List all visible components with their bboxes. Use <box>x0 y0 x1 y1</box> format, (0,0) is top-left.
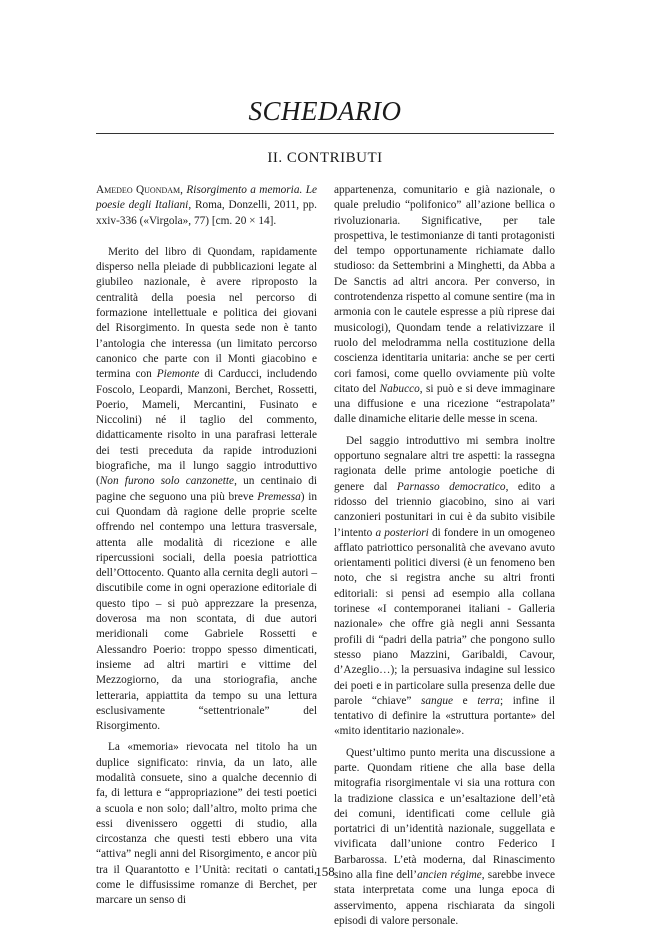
text-run: ; infine il tentativo di definire la «struttura portante» del «mito identitario nazionale». <box>334 694 555 738</box>
italic-run: Parnasso democratico <box>396 480 506 493</box>
italic-run: ancien régime <box>417 869 482 882</box>
right-paragraph-1 <box>334 183 555 428</box>
right-paragraph-2 <box>334 434 555 740</box>
italic-run: terra <box>477 694 500 707</box>
italic-run: Nabucco <box>379 382 420 395</box>
italic-run: Piemonte <box>156 368 200 381</box>
text-run: Del saggio introduttivo mi sembra inoltre opportuno segnalare altri tre aspetti: la rassegna ragionata delle prime antologie poetiche di genere dal <box>334 434 555 493</box>
left-paragraph-1 <box>96 245 317 735</box>
entry-author: Amedeo Quondam <box>96 184 181 196</box>
text-run: ) in cui Quondam dà ragione delle proprie scelte offrendo nel contempo una lettura trasversale, attenta alle modalità di ricezione e alle ripercussioni sociali, della poesia patriottica dell’Ottocento. Quanto alla cernita degli autori – discutibile come in ogni operazione editoriale di questo tipo – si può apprezzare la presenza, doverosa ma non scontata, di due autori meridionali come Gabriele Rossetti e Alessandro Poerio: troppo spesso dimenticati, insieme ad altri martiri e vittime del Mezzogiorno, da una storiografia, anche letteraria, appiattita da tempo su una lettura esclusivamente “settentrionale” del Risorgimento. <box>96 490 317 733</box>
title-divider <box>96 133 554 134</box>
italic-run: Premessa <box>257 490 301 503</box>
left-column <box>96 183 317 909</box>
text-run: Merito del libro di Quondam, rapidamente disperso nella pleiade di pubblicazioni legate al giubileo nazionale, è avere riproposto la centralità della poesia nel percorso di formazione intellettuale e politica dei giovani del Risorgimento. In questa sede non è tanto l’antologia che interessa (un limitato percorso canonico che parte con il Monti giacobino e termina con <box>96 245 317 381</box>
page-title: SCHEDARIO <box>248 96 402 126</box>
entry-work-title: Risorgimento a memoria. Le poesie degli Italiani <box>96 184 317 212</box>
text-run: , sarebbe invece stata interpretata come una lunga epoca di asservimento, appena rischiarata da singoli episodi di valore personale. <box>334 869 556 927</box>
text-run: , si può e si deve immaginare una diffusione e una ricezione “estrapolata” dalle dinamiche elitarie delle messe in scena. <box>334 382 555 426</box>
left-paragraph-2: La «memoria» rievocata nel titolo ha un duplice significato: rinvia, da un lato, alle modalità consuete, sino a qualche decennio di fa, di lettura e “appropriazione” dei testi poetici a scuola e non solo; dall’altro, molto prima che essi divenissero oggetti di studio, alla circostanza che questi testi ebbero una vita “attiva” negli anni del Risorgimento, e ancor più tra il Quarantotto e l’Unità: recitati o cantati, come le diffusissime romanze di Berchet, per marcare un senso di <box>96 741 317 907</box>
bibliographic-entry <box>96 183 317 229</box>
italic-run: a posteriori <box>375 526 429 539</box>
entry-separator: , <box>180 184 187 196</box>
text-run: , un centinaio di pagine che seguono una più breve <box>96 475 317 503</box>
text-run: e <box>453 694 478 707</box>
text-run: , edito a ridosso del triennio giacobino, sino ai vari canzonieri postunitari in cui è da subito visibile l’intento <box>334 480 555 539</box>
text-run: Quest’ultimo punto merita una discussione a parte. Quondam ritiene che alla base della mitografia risorgimentale vi sia una rottura con la tradizione classica e un’esaltazione dell’età dei comuni, identificati come cellule già portatrici di un’identità nazionale, suggellata e vivificata dall’unione contro Federico I Barbarossa. L’età moderna, dal Rinascimento sino alla fine dell’ <box>334 746 555 882</box>
italic-run: Non furono solo canzonette <box>99 475 235 488</box>
page-number: 158 <box>315 864 335 879</box>
entry-publication: , Roma, Donzelli, 2011, pp. xxiv-336 («Virgola», 77) [cm. 20 × 14]. <box>96 199 317 227</box>
italic-run: sangue <box>421 694 454 707</box>
text-run: di Carducci, includendo Foscolo, Leopardi, Manzoni, Berchet, Rossetti, Poerio, Mameli, Mercantini, Fusinato e Niccolini) né il taglio del commento, didatticamente risolto in una parafrasi letterale dei testi preceduta da rapide introduzioni biografiche, ma il lungo saggio introduttivo ( <box>96 368 317 488</box>
right-paragraph-3 <box>334 746 555 930</box>
text-run: appartenenza, comunitario e già nazionale, o quale preludio “polifonico” all’azione bellica o rivoluzionaria. Significative, per tale prospettiva, le testimonianze di tanti protagonisti del tempo opportunamente richiamate dallo studioso: da Settembrini a Minghetti, da Abba a De Sanctis ad altri ancora. Per converso, in controtendenza rispetto al comune sentire (ma in armonia con le cautele espresse a più riprese dai musicologi), Quondam tende a relativizzare il ruolo del melodramma nella costituzione della coscienza identitaria unitaria: anche se per certi cori famosi, come quello ovviamente più volte citato del <box>334 184 555 395</box>
right-column <box>334 183 555 929</box>
section-heading: II. CONTRIBUTI <box>267 150 383 166</box>
text-run: di fondere in un omogeneo afflato patriottico personalità che avevano avuto orientamenti politici diversi (è un fenomeno ben noto, che si registra anche su altri fronti editoriali: si pensi ad esempio alla collana torinese «I contemporanei italiani - Galleria nazionale» che offre già negli anni Sessanta profili di “padri della patria” che pongono sullo stesso piano Mazzini, Garibaldi, Cavour, d’Azeglio…); la persuasiva indagine sul lessico dei poeti e in particolare sulla presenza delle due parole “chiave” <box>334 526 555 707</box>
